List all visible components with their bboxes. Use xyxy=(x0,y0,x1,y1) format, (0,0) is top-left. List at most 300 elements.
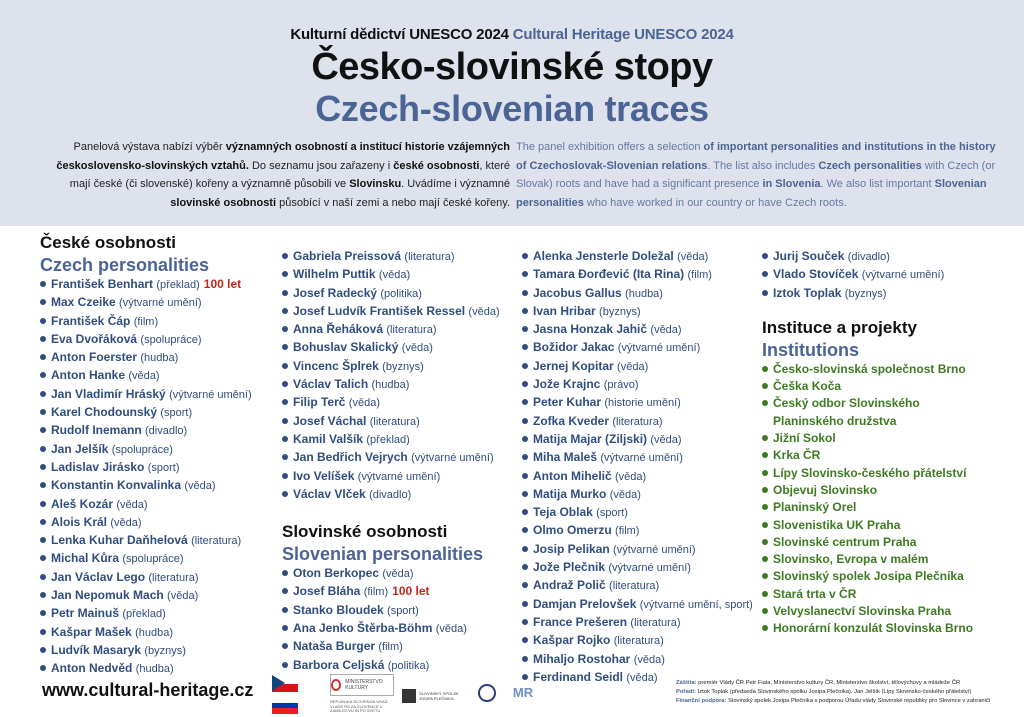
institution-name: Objevuj Slovinsko xyxy=(773,482,878,497)
person-name: Josef Radecký xyxy=(293,285,378,300)
person-item xyxy=(40,313,270,331)
person-item xyxy=(40,587,270,605)
person-item xyxy=(282,376,522,394)
institution-name: Jižní Sokol xyxy=(773,431,836,446)
person-item xyxy=(282,248,522,266)
person-field: (literatura) xyxy=(613,635,664,648)
person-field: (film) xyxy=(615,525,640,538)
person-name: Olmo Omerzu xyxy=(533,523,612,538)
slovenian-heading-cz: Slovinské osobnosti xyxy=(282,522,448,542)
bullet-icon xyxy=(522,436,528,442)
czech-heading-en: Czech personalities xyxy=(40,255,210,275)
institution-item xyxy=(762,603,1012,620)
institution-name: Slovinský spolek Josipa Plečnika xyxy=(773,569,964,584)
intro-segment: . We also list important xyxy=(820,178,935,190)
bullet-icon xyxy=(522,290,528,296)
person-item xyxy=(40,532,270,550)
round-emblem-logo xyxy=(478,684,496,702)
intro-segment: . Uvádíme i významné xyxy=(401,178,510,190)
bullet-icon xyxy=(40,299,46,305)
institution-item xyxy=(762,378,1012,395)
person-name: Ana Jenko Štěrba-Böhm xyxy=(293,621,433,636)
person-name: Bohuslav Skalický xyxy=(293,340,399,355)
bullet-icon xyxy=(40,555,46,561)
person-item xyxy=(522,504,762,522)
bullet-icon xyxy=(762,383,768,389)
bullet-icon xyxy=(762,290,768,296)
bullet-icon xyxy=(40,629,46,635)
bullet-icon xyxy=(282,418,288,424)
bullet-icon xyxy=(522,509,528,515)
person-name: Gabriela Preissová xyxy=(293,249,402,263)
person-item xyxy=(522,339,762,357)
bullet-icon xyxy=(522,418,528,424)
person-name: Barbora Celjská xyxy=(293,657,385,672)
bullet-icon xyxy=(40,318,46,324)
person-name: Josef Bláha xyxy=(293,584,361,599)
bullet-icon xyxy=(40,537,46,543)
person-field: (spolupráce) xyxy=(111,443,173,456)
bullet-icon xyxy=(282,399,288,405)
person-name: Karel Chodounský xyxy=(51,405,158,420)
person-name: Jacobus Gallus xyxy=(533,285,622,300)
intro-segment: Do seznamu jsou zařazeny i xyxy=(248,159,394,172)
person-field: (politika) xyxy=(387,659,430,672)
person-field: (byznys) xyxy=(599,305,641,318)
person-item xyxy=(522,321,762,339)
person-item xyxy=(40,386,270,404)
person-name: Mihaljo Rostohar xyxy=(533,651,631,666)
person-field: (hudba) xyxy=(135,663,174,676)
bullet-icon xyxy=(282,271,288,277)
person-name: Ferdinand Seidl xyxy=(533,669,624,684)
column-three xyxy=(522,248,762,687)
person-name: Rudolf Inemann xyxy=(51,423,142,438)
person-field: (věda) xyxy=(617,360,649,373)
bullet-icon xyxy=(282,454,288,460)
person-name: Alois Král xyxy=(51,514,108,529)
bullet-icon xyxy=(522,491,528,497)
person-item xyxy=(522,522,762,540)
bullet-icon xyxy=(282,570,288,576)
bullet-icon xyxy=(282,381,288,387)
person-name: Matija Majar (Ziljski) xyxy=(533,431,648,446)
person-field: (věda) xyxy=(378,269,411,282)
person-field: (věda) xyxy=(677,251,709,263)
bullet-icon xyxy=(282,662,288,668)
funding-text: Slovinský spolek Josipa Plečnika s podporou Úřadu vlády Slovinské republiky pro Slovince v zahraničí xyxy=(726,698,991,704)
bullet-icon xyxy=(282,326,288,332)
person-field: (výtvarné umění) xyxy=(617,342,701,355)
bullet-icon xyxy=(40,464,46,470)
person-name: Nataša Burger xyxy=(293,639,376,654)
person-name: Anton Mihelič xyxy=(533,468,612,483)
bullet-icon xyxy=(762,539,768,545)
person-item xyxy=(40,459,270,477)
person-field: (výtvarné umění) xyxy=(357,470,441,483)
bullet-icon xyxy=(282,607,288,613)
bullet-icon xyxy=(762,470,768,476)
column-czech xyxy=(40,232,270,679)
person-field: (divadlo) xyxy=(145,425,188,438)
person-item xyxy=(40,660,270,678)
bullet-icon xyxy=(762,487,768,493)
czech-heading-cz: České osobnosti xyxy=(40,233,177,252)
institution-name: Češka Koča xyxy=(773,379,842,394)
person-item xyxy=(522,486,762,504)
intro-segment: Slovenian personalities xyxy=(516,178,987,209)
person-field: (sport) xyxy=(387,604,419,617)
czech-list-continued xyxy=(282,248,522,504)
bullet-icon xyxy=(522,253,528,259)
intro-segment: with Czech (or Slovak) roots and have had a significant presence xyxy=(516,159,996,190)
person-field: (hudba) xyxy=(135,626,173,639)
person-name: Michal Kůra xyxy=(51,551,120,566)
person-name: Oton Berkopec xyxy=(293,566,380,581)
person-name: Peter Kuhar xyxy=(533,395,602,410)
person-name: Alenka Jensterle Doležal xyxy=(533,249,674,263)
person-name: Jasna Honzak Jahič xyxy=(533,322,648,337)
title-cz: Česko-slovinské stopy xyxy=(311,46,713,88)
intro-segment: působící v naší zemi a nebo mají české kořeny. xyxy=(276,196,510,209)
person-name: Lenka Kuhar Daňhelová xyxy=(51,533,188,548)
bullet-icon xyxy=(40,354,46,360)
person-item xyxy=(762,266,1012,284)
institution-name: Slovinsko, Evropa v malém xyxy=(773,552,929,567)
anniversary-badge: 100 let xyxy=(392,584,430,599)
bullet-icon xyxy=(522,619,528,625)
person-item xyxy=(522,394,762,412)
person-item xyxy=(522,596,762,614)
intro-segment: slovinské osobnosti xyxy=(170,196,277,209)
person-field: (věda) xyxy=(116,498,148,511)
bullet-icon xyxy=(522,363,528,369)
person-name: Jurij Souček xyxy=(773,249,845,263)
person-name: Ladislav Jirásko xyxy=(51,459,145,474)
person-field: (hudba) xyxy=(625,287,663,300)
person-name: František Benhart xyxy=(51,277,154,291)
institutions-heading-cz: Instituce a projekty xyxy=(762,317,917,337)
institution-name: Slovenistika UK Praha xyxy=(773,517,901,532)
person-item xyxy=(282,620,522,638)
person-name: Václav Talich xyxy=(293,377,369,392)
person-field: (věda) xyxy=(184,480,216,493)
person-item xyxy=(40,422,270,440)
person-item xyxy=(40,441,270,459)
institution-item xyxy=(762,568,1012,585)
person-name: Josip Pelikan xyxy=(533,541,610,556)
person-name: Jože Krajnc xyxy=(533,377,601,392)
person-field: (literatura) xyxy=(630,616,681,629)
institution-name: Planinský Orel xyxy=(773,500,857,515)
title-en: Czech-slovenian traces xyxy=(315,88,709,129)
bullet-icon xyxy=(40,501,46,507)
person-item xyxy=(522,577,762,595)
person-field: (věda) xyxy=(615,470,647,483)
person-item xyxy=(282,285,522,303)
person-name: Jan Nepomuk Mach xyxy=(51,588,164,603)
bullet-icon xyxy=(40,592,46,598)
person-field: (literatura) xyxy=(369,415,420,428)
person-name: Matija Murko xyxy=(533,486,607,501)
person-item xyxy=(282,358,522,376)
intro-segment: , které mají české (či slovenské) kořeny a významně působili ve xyxy=(69,159,510,190)
intro-segment: . The list also includes xyxy=(707,159,819,172)
person-item xyxy=(282,602,522,620)
person-field: (věda) xyxy=(128,370,160,383)
person-item xyxy=(522,285,762,303)
person-field: (věda) xyxy=(468,305,500,318)
bullet-icon xyxy=(522,271,528,277)
bullet-icon xyxy=(522,564,528,570)
bullet-icon xyxy=(762,625,768,631)
person-item xyxy=(282,321,522,339)
intro-segment: české osobnosti xyxy=(393,159,480,172)
person-name: Jan Vladimír Hráský xyxy=(51,386,166,401)
institution-item xyxy=(762,586,1012,603)
person-item xyxy=(522,248,762,266)
person-name: Božidor Jakac xyxy=(533,340,615,355)
person-field: (věda) xyxy=(626,671,658,684)
person-field: (výtvarné umění) xyxy=(613,543,696,556)
czech-list xyxy=(40,276,270,679)
bullet-icon xyxy=(40,665,46,671)
person-name: Jan Jelšík xyxy=(51,441,109,456)
person-item xyxy=(282,394,522,412)
person-name: Josef Váchal xyxy=(293,413,367,428)
institution-item-continued xyxy=(762,413,1012,430)
person-field: (výtvarné umění, sport) xyxy=(639,598,753,611)
person-item xyxy=(282,413,522,431)
person-item xyxy=(40,331,270,349)
institutions-list xyxy=(762,361,1012,638)
institution-item xyxy=(762,447,1012,464)
ministry-of-culture-logo xyxy=(330,674,394,696)
bullet-icon xyxy=(40,574,46,580)
person-field: (výtvarné umění) xyxy=(119,297,202,310)
institution-name: Stará trta v ČR xyxy=(773,586,857,601)
person-item xyxy=(282,583,522,601)
person-name: Tamara Đorđević (Ita Rina) xyxy=(533,267,685,282)
person-item xyxy=(282,339,522,357)
person-field: (sport) xyxy=(160,407,193,420)
bullet-icon xyxy=(282,290,288,296)
person-item xyxy=(522,303,762,321)
top-line xyxy=(0,26,1024,43)
bullet-icon xyxy=(762,591,768,597)
bullet-icon xyxy=(762,271,768,277)
plecnik-society-logo xyxy=(402,686,466,706)
bullet-icon xyxy=(40,427,46,433)
person-field: (literatura) xyxy=(404,251,455,263)
institution-name: Slovinské centrum Praha xyxy=(773,534,917,549)
person-item xyxy=(40,367,270,385)
person-item xyxy=(40,477,270,495)
person-name: Stanko Bloudek xyxy=(293,602,384,617)
bullet-icon xyxy=(40,281,46,287)
institution-item xyxy=(762,620,1012,637)
slovenian-list-end xyxy=(762,248,1012,303)
mr-logo: MR xyxy=(512,685,534,700)
slovenian-government-office-logo: REPUBLIKA SLOVENIJA URAD VLADE RS ZA SLOVENCE V ZAMEJSTVU IN PO SVETU xyxy=(330,699,388,713)
bullet-icon xyxy=(282,625,288,631)
person-field: (věda) xyxy=(167,590,199,603)
person-field: (literatura) xyxy=(191,535,242,548)
footnote xyxy=(676,679,1006,706)
intro-text-cz xyxy=(52,138,510,212)
intro-segment: Panelová výstava nabízí výběr xyxy=(73,141,226,153)
intro-segment: in Slovenia xyxy=(762,178,821,190)
person-field: (věda) xyxy=(382,568,414,581)
bullet-icon xyxy=(762,556,768,562)
bullet-icon xyxy=(522,473,528,479)
bullet-icon xyxy=(762,253,768,259)
bullet-icon xyxy=(40,647,46,653)
funding-label: Finanční podpora: xyxy=(676,698,727,704)
intro-segment: Czech personalities xyxy=(818,159,922,172)
person-item xyxy=(762,248,1012,266)
person-item xyxy=(522,632,762,650)
bullet-icon xyxy=(282,588,288,594)
bullet-icon xyxy=(522,308,528,314)
intro-segment: who have worked in our country or have Czech roots. xyxy=(583,196,847,209)
bullet-icon xyxy=(762,435,768,441)
person-field: (překlad) xyxy=(122,608,166,621)
person-item xyxy=(282,657,522,675)
person-item xyxy=(522,376,762,394)
person-item xyxy=(40,349,270,367)
bullet-icon xyxy=(40,372,46,378)
patronage-text: premiér Vlády ČR Petr Fiala, Ministerstvo kultury ČR, Ministerstvo školství, tělovýchovy a mládeže ČR xyxy=(696,680,961,686)
person-field: (věda) xyxy=(348,397,380,410)
ministry-logo-text: MINISTERSTVO KULTURY xyxy=(345,679,383,691)
person-item xyxy=(40,569,270,587)
column-two xyxy=(282,248,522,675)
person-item xyxy=(40,624,270,642)
bullet-icon xyxy=(762,366,768,372)
bullet-icon xyxy=(522,656,528,662)
institution-item xyxy=(762,482,1012,499)
bullet-icon xyxy=(762,452,768,458)
person-name: Vlado Stovíček xyxy=(773,267,859,282)
institution-name: Český odbor Slovinského xyxy=(773,396,920,411)
patronage-label: Záštita: xyxy=(676,680,697,686)
institution-name-line2: Planinského družstva xyxy=(773,413,897,428)
person-item xyxy=(40,605,270,623)
person-item xyxy=(522,449,762,467)
person-name: Zofka Kveder xyxy=(533,413,610,428)
institutions-heading-en: Institutions xyxy=(762,339,859,360)
person-name: František Čáp xyxy=(51,313,131,328)
institution-name: Velvyslanectví Slovinska Praha xyxy=(773,604,952,619)
person-name: Filip Terč xyxy=(293,395,346,410)
person-name: Josef Ludvík František Ressel xyxy=(293,303,466,318)
person-name: Konstantin Konvalinka xyxy=(51,478,182,493)
bullet-icon xyxy=(282,436,288,442)
person-field: (věda) xyxy=(650,433,682,446)
institution-item xyxy=(762,395,1012,412)
person-item xyxy=(40,404,270,422)
intro-segment: of important personalities and institutions in the history of Czechoslovak-Slovenian relations xyxy=(516,141,996,172)
institution-item xyxy=(762,534,1012,551)
person-name: France Prešeren xyxy=(533,614,628,629)
person-item xyxy=(40,642,270,660)
bullet-icon xyxy=(282,473,288,479)
person-item xyxy=(522,651,762,669)
bullet-icon xyxy=(762,608,768,614)
person-name: Aleš Kozár xyxy=(51,496,114,511)
person-item xyxy=(282,431,522,449)
person-item xyxy=(522,559,762,577)
intro-segment: Slovinsku xyxy=(349,178,402,190)
person-item xyxy=(282,486,522,504)
bullet-icon xyxy=(282,491,288,497)
person-item xyxy=(282,638,522,656)
bullet-icon xyxy=(282,643,288,649)
organizers-label: Pořadí: xyxy=(676,689,696,695)
person-name: Wilhelm Puttik xyxy=(293,267,376,282)
bullet-icon xyxy=(522,399,528,405)
bullet-icon xyxy=(282,308,288,314)
person-name: Damjan Prelovšek xyxy=(533,596,637,611)
column-four xyxy=(762,248,1012,638)
person-name: Kašpar Mašek xyxy=(51,624,132,639)
bullet-icon xyxy=(40,446,46,452)
institution-item xyxy=(762,361,1012,378)
bullet-icon xyxy=(40,519,46,525)
website-link[interactable]: www.cultural-heritage.cz xyxy=(42,680,254,700)
organizers-text: Iztok Toplak (předseda Slovinského spolku Josipa Plečnika), Jan Jelšík (Lípy Slovinsko-českého přátelství) xyxy=(695,689,972,695)
person-name: Jože Plečnik xyxy=(533,560,606,575)
person-item xyxy=(522,468,762,486)
person-item xyxy=(282,565,522,583)
person-name: Ludvík Masaryk xyxy=(51,642,142,657)
bullet-icon xyxy=(522,546,528,552)
person-name: Kamil Valšík xyxy=(293,431,364,446)
person-field: (literatura) xyxy=(612,415,663,428)
person-field: (překlad) xyxy=(366,433,410,446)
person-field: (hudba) xyxy=(371,379,410,392)
person-item xyxy=(522,266,762,284)
person-field: (věda) xyxy=(633,653,665,666)
person-name: Jan Bedřich Vejrych xyxy=(293,450,408,465)
person-item xyxy=(282,449,522,467)
person-field: (historie umění) xyxy=(604,397,681,410)
person-name: Miha Maleš xyxy=(533,450,598,465)
person-field: (věda) xyxy=(650,324,682,337)
bullet-icon xyxy=(282,253,288,259)
plecnik-society-logo-text: SLOVINSKÝ SPOLEK JOSIPA PLEČNIKA xyxy=(419,691,459,701)
institution-name: Lípy Slovinsko-českého přátelství xyxy=(773,465,967,480)
bullet-icon xyxy=(762,504,768,510)
person-field: (věda) xyxy=(435,623,467,636)
bullet-icon xyxy=(40,336,46,342)
person-field: (výtvarné umění) xyxy=(600,452,683,465)
institution-item xyxy=(762,499,1012,516)
person-item xyxy=(40,276,270,294)
person-name: Václav Vlček xyxy=(293,486,366,501)
bullet-icon xyxy=(282,344,288,350)
person-item xyxy=(40,550,270,568)
institution-item xyxy=(762,465,1012,482)
person-field: (věda) xyxy=(110,516,142,529)
person-field: (film) xyxy=(687,269,712,282)
bullet-icon xyxy=(40,409,46,415)
bullet-icon xyxy=(522,344,528,350)
person-name: Andraž Polič xyxy=(533,578,606,593)
top-line-en: Cultural Heritage UNESCO 2024 xyxy=(512,26,734,43)
person-name: Jernej Kopitar xyxy=(533,358,614,373)
